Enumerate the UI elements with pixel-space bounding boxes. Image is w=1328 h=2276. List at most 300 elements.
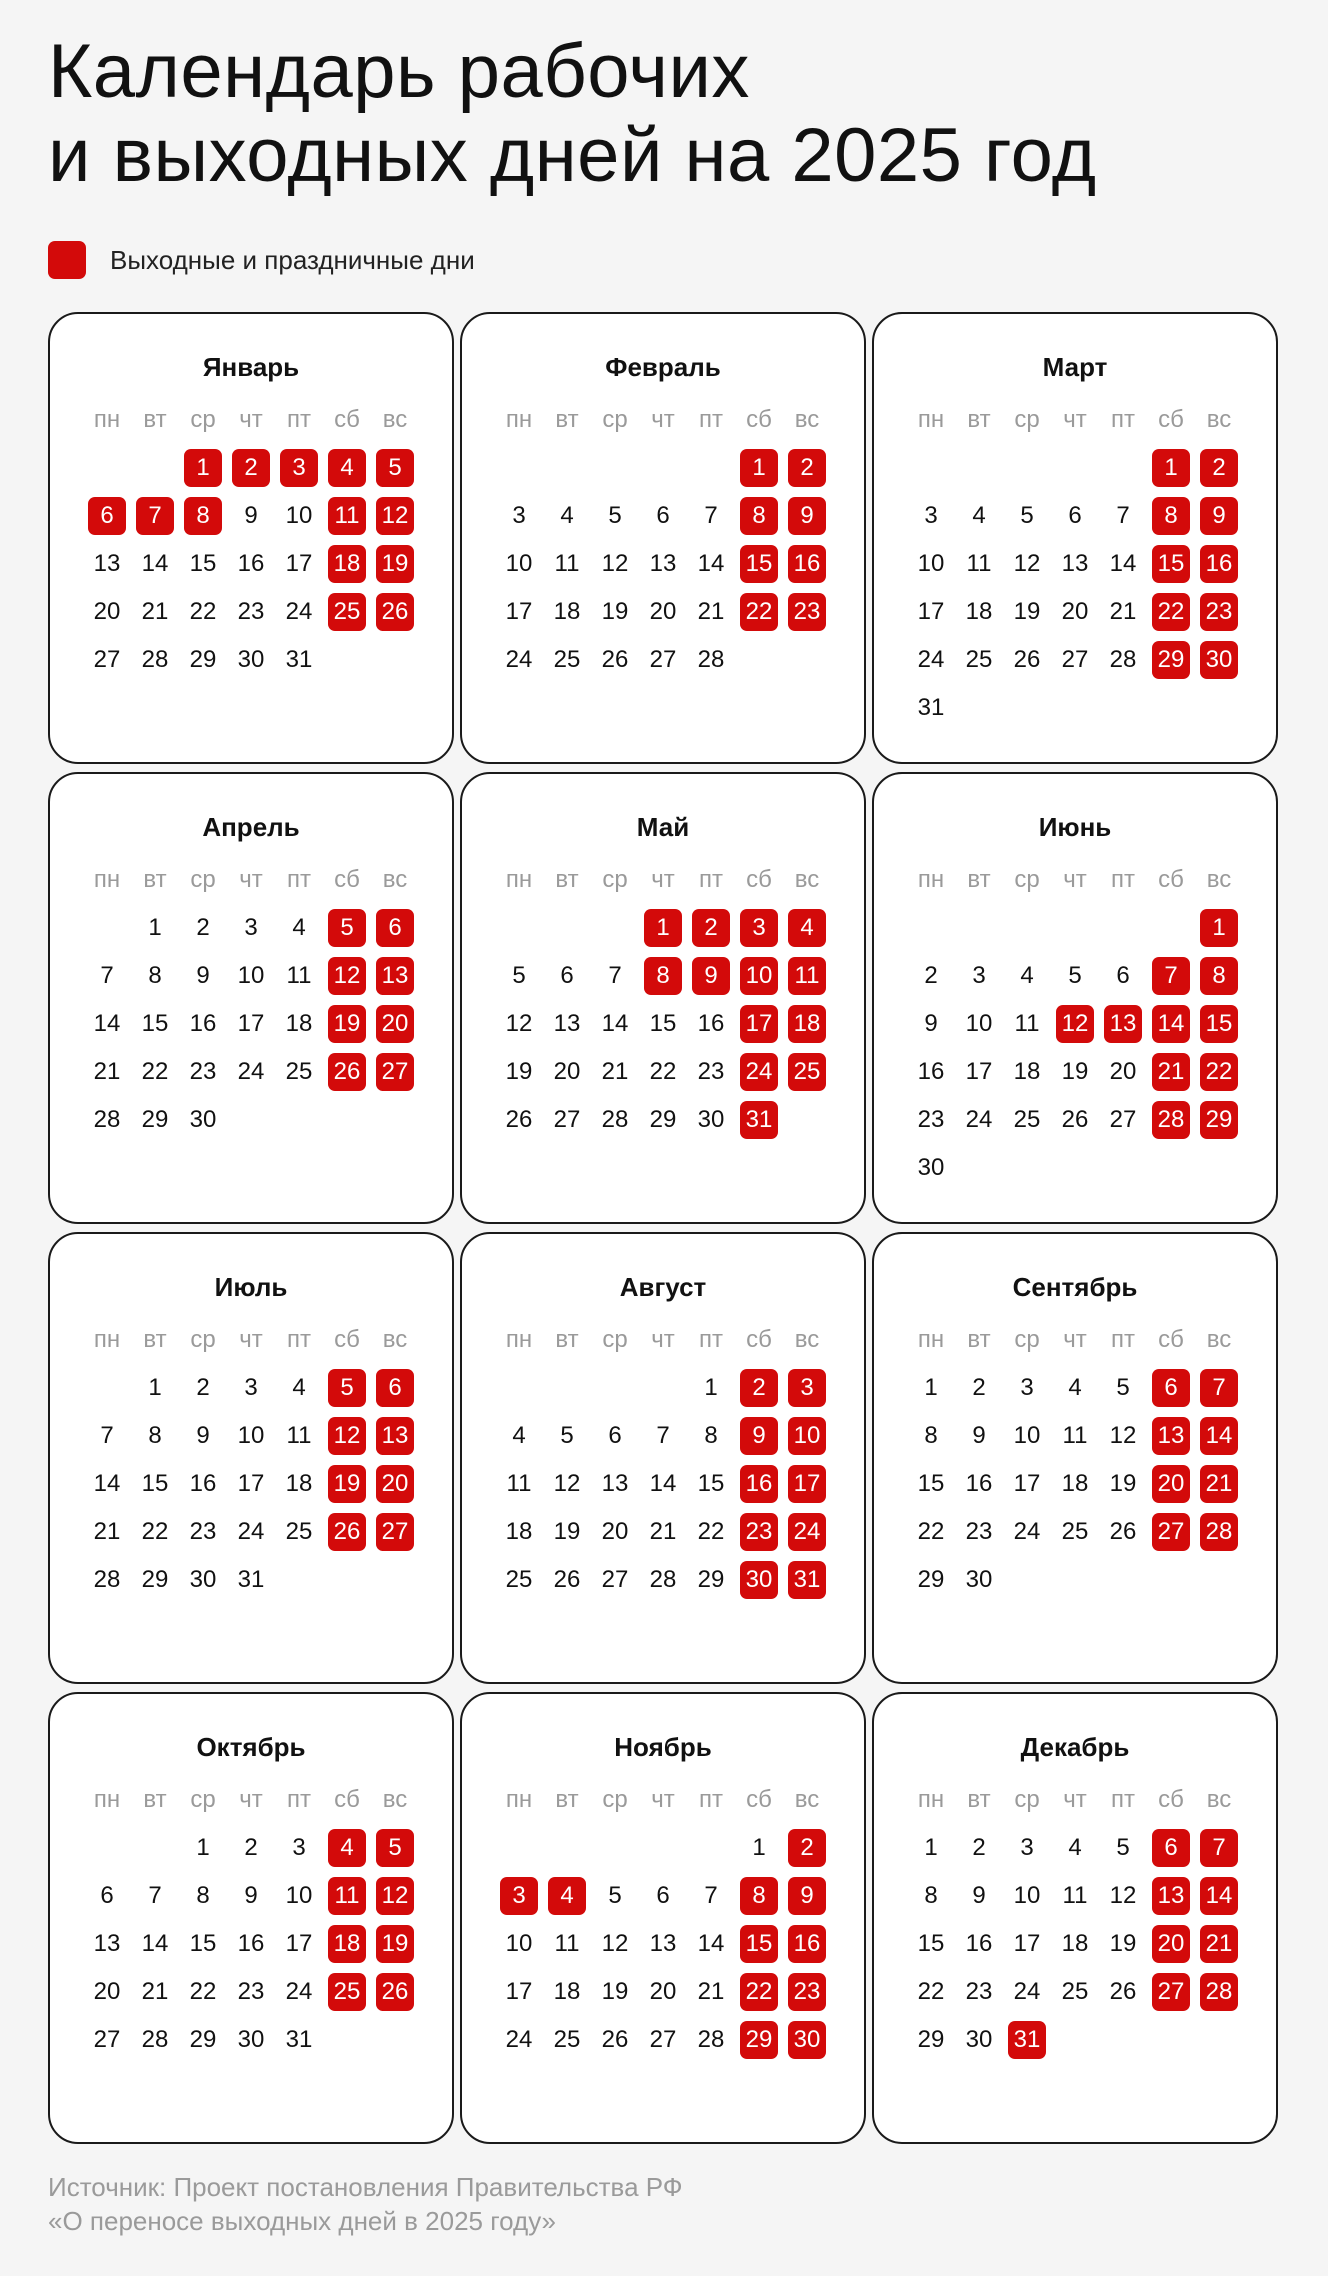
day-number: 20	[649, 1978, 677, 2005]
day-number: 8	[1152, 497, 1190, 535]
day-number: 20	[601, 1518, 629, 1545]
day-cell-holiday	[371, 1872, 419, 1920]
day-number: 11	[788, 957, 826, 995]
day-cell	[83, 636, 131, 684]
day-cell	[639, 1556, 687, 1604]
weekday-label: пт	[287, 866, 311, 893]
day-number: 7	[608, 962, 622, 989]
day-cell	[1099, 1048, 1147, 1096]
day-cell	[591, 1000, 639, 1048]
day-number: 25	[328, 593, 366, 631]
day-number: 24	[917, 646, 945, 673]
day-cell	[1003, 492, 1051, 540]
day-cell	[131, 904, 179, 952]
day-cell-holiday	[179, 444, 227, 492]
day-number: 16	[237, 550, 265, 577]
day-cell-holiday	[735, 444, 783, 492]
day-cell	[275, 540, 323, 588]
day-number: 19	[1109, 1930, 1137, 1957]
day-cell	[1099, 1364, 1147, 1412]
day-cell	[639, 1000, 687, 1048]
day-number: 15	[189, 550, 217, 577]
day-cell	[543, 952, 591, 1000]
day-cell	[179, 540, 227, 588]
day-cell	[543, 540, 591, 588]
day-number: 28	[1200, 1513, 1238, 1551]
day-cell	[179, 588, 227, 636]
day-cell	[131, 1048, 179, 1096]
day-cell-holiday	[1195, 636, 1243, 684]
day-number: 9	[972, 1422, 986, 1449]
day-cell-holiday	[323, 1412, 371, 1460]
day-number: 2	[788, 449, 826, 487]
day-cell-holiday	[371, 1000, 419, 1048]
day-cell	[687, 1412, 735, 1460]
day-cell	[687, 1556, 735, 1604]
day-cell	[907, 1824, 955, 1872]
weekday-label: пн	[917, 866, 945, 893]
day-cell-holiday	[323, 1460, 371, 1508]
day-cell	[131, 1000, 179, 1048]
day-cell	[1051, 1364, 1099, 1412]
day-cell	[83, 1000, 131, 1048]
day-number: 14	[601, 1010, 629, 1037]
day-cell-holiday	[783, 2016, 831, 2064]
day-number: 28	[1152, 1101, 1190, 1139]
day-cell-holiday	[783, 952, 831, 1000]
day-cell	[1051, 588, 1099, 636]
day-number: 25	[1061, 1518, 1089, 1545]
weekday-label: сб	[746, 1326, 772, 1353]
day-cell-holiday	[1195, 492, 1243, 540]
day-cell	[1003, 1824, 1051, 1872]
day-cell-holiday	[1195, 1872, 1243, 1920]
day-number: 15	[697, 1470, 725, 1497]
day-cell-holiday	[1147, 492, 1195, 540]
days-grid	[462, 1824, 864, 2064]
day-cell	[1003, 1920, 1051, 1968]
day-number: 24	[1013, 1518, 1041, 1545]
day-cell-holiday	[639, 904, 687, 952]
day-cell-holiday	[1147, 1872, 1195, 1920]
day-cell	[955, 636, 1003, 684]
day-number: 2	[972, 1834, 986, 1861]
day-cell-holiday	[179, 492, 227, 540]
day-number: 14	[1109, 550, 1137, 577]
day-number: 2	[244, 1834, 258, 1861]
days-grid	[462, 1364, 864, 1604]
day-cell-holiday	[783, 904, 831, 952]
day-number: 16	[237, 1930, 265, 1957]
day-cell-holiday	[1195, 1824, 1243, 1872]
day-number: 23	[189, 1058, 217, 1085]
month-name: Март	[1042, 352, 1108, 382]
day-cell	[275, 1872, 323, 1920]
day-number: 7	[148, 1882, 162, 1909]
day-number: 31	[788, 1561, 826, 1599]
day-number: 30	[237, 646, 265, 673]
day-number: 15	[917, 1930, 945, 1957]
day-number: 9	[788, 1877, 826, 1915]
month-name: Декабрь	[1020, 1732, 1130, 1762]
day-cell-holiday	[1195, 1364, 1243, 1412]
day-cell	[275, 492, 323, 540]
day-cell-holiday	[783, 540, 831, 588]
day-number: 10	[1013, 1882, 1041, 1909]
day-cell	[639, 1968, 687, 2016]
day-cell	[1051, 1872, 1099, 1920]
day-cell	[275, 904, 323, 952]
weekday-label: вт	[967, 406, 991, 433]
day-number: 16	[189, 1010, 217, 1037]
day-number: 12	[376, 497, 414, 535]
day-number: 25	[285, 1058, 313, 1085]
day-cell	[1003, 588, 1051, 636]
day-cell-holiday	[687, 952, 735, 1000]
day-number: 27	[376, 1053, 414, 1091]
weekday-label: сб	[1158, 406, 1184, 433]
day-cell-holiday	[735, 1000, 783, 1048]
day-cell	[1003, 636, 1051, 684]
weekday-label: вт	[143, 1786, 167, 1813]
month-name: Февраль	[605, 352, 721, 382]
day-number: 10	[917, 550, 945, 577]
day-number: 6	[1152, 1829, 1190, 1867]
day-number: 11	[506, 1470, 532, 1497]
day-cell	[495, 492, 543, 540]
day-cell-holiday	[371, 1364, 419, 1412]
day-cell	[1051, 1824, 1099, 1872]
day-cell	[543, 588, 591, 636]
day-cell	[179, 636, 227, 684]
day-cell	[495, 1412, 543, 1460]
day-cell	[131, 1920, 179, 1968]
day-number: 14	[697, 550, 725, 577]
day-cell	[275, 952, 323, 1000]
day-cell	[179, 1508, 227, 1556]
day-number: 26	[505, 1106, 533, 1133]
day-number: 23	[965, 1518, 993, 1545]
day-cell	[543, 1968, 591, 2016]
weekday-label: пт	[287, 406, 311, 433]
weekday-label: ср	[602, 406, 628, 433]
day-cell-holiday	[735, 1556, 783, 1604]
day-number: 10	[965, 1010, 993, 1037]
day-number: 27	[601, 1566, 629, 1593]
day-number: 19	[376, 545, 414, 583]
day-number: 25	[553, 2026, 581, 2053]
day-cell-holiday	[783, 1048, 831, 1096]
day-number: 15	[1152, 545, 1190, 583]
day-cell-holiday	[323, 588, 371, 636]
day-number: 11	[328, 1877, 366, 1915]
day-cell-holiday	[1147, 636, 1195, 684]
day-cell-holiday	[735, 1872, 783, 1920]
day-cell-holiday	[783, 1872, 831, 1920]
day-cell	[83, 1048, 131, 1096]
day-cell-holiday	[371, 1048, 419, 1096]
day-number: 18	[285, 1470, 313, 1497]
day-cell-holiday	[323, 1000, 371, 1048]
day-cell	[83, 1872, 131, 1920]
weekday-label: чт	[1063, 406, 1087, 433]
day-number: 1	[740, 449, 778, 487]
day-number: 12	[328, 1417, 366, 1455]
day-cell-holiday	[783, 1412, 831, 1460]
day-number: 29	[1200, 1101, 1238, 1139]
day-cell	[687, 1920, 735, 1968]
day-cell	[227, 952, 275, 1000]
day-number: 22	[189, 1978, 217, 2005]
day-cell	[907, 1872, 955, 1920]
day-cell	[131, 1968, 179, 2016]
day-number: 19	[376, 1925, 414, 1963]
day-number: 29	[141, 1566, 169, 1593]
weekday-label: сб	[1158, 1326, 1184, 1353]
day-cell	[495, 1508, 543, 1556]
day-cell	[1051, 1920, 1099, 1968]
day-number: 20	[376, 1465, 414, 1503]
day-number: 18	[505, 1518, 533, 1545]
day-cell	[591, 540, 639, 588]
day-cell	[907, 1364, 955, 1412]
day-cell	[83, 1968, 131, 2016]
day-cell	[687, 2016, 735, 2064]
day-number: 30	[965, 1566, 993, 1593]
day-cell	[1003, 1000, 1051, 1048]
month-card	[872, 1232, 1278, 1684]
months-grid	[48, 312, 1278, 2144]
day-cell	[227, 540, 275, 588]
day-number: 10	[285, 502, 313, 529]
weekday-label: сб	[334, 406, 360, 433]
day-number: 17	[1013, 1470, 1041, 1497]
day-cell	[687, 588, 735, 636]
day-cell	[591, 1920, 639, 1968]
day-number: 11	[286, 1422, 312, 1449]
day-number: 24	[505, 2026, 533, 2053]
weekday-label: пн	[505, 866, 533, 893]
day-cell	[955, 1048, 1003, 1096]
day-number: 16	[740, 1465, 778, 1503]
day-cell	[83, 588, 131, 636]
day-cell-holiday	[1195, 540, 1243, 588]
day-number: 4	[1068, 1834, 1082, 1861]
weekday-label: вт	[143, 1326, 167, 1353]
weekday-label: ср	[1014, 866, 1040, 893]
day-number: 1	[924, 1374, 938, 1401]
day-number: 13	[601, 1470, 629, 1497]
day-number: 7	[1200, 1369, 1238, 1407]
day-cell	[591, 492, 639, 540]
day-cell	[495, 636, 543, 684]
day-number: 22	[1200, 1053, 1238, 1091]
day-number: 22	[740, 1973, 778, 2011]
day-number: 26	[1109, 1978, 1137, 2005]
day-number: 15	[141, 1470, 169, 1497]
day-cell	[639, 540, 687, 588]
day-cell	[735, 1824, 783, 1872]
day-cell-holiday	[1147, 1000, 1195, 1048]
day-cell	[907, 2016, 955, 2064]
day-number: 13	[93, 550, 121, 577]
day-number: 2	[972, 1374, 986, 1401]
month-name: Апрель	[202, 812, 300, 842]
month-name: Сентябрь	[1012, 1272, 1138, 1302]
day-number: 31	[285, 646, 313, 673]
day-number: 17	[917, 598, 945, 625]
day-cell-holiday	[1195, 1000, 1243, 1048]
day-number: 7	[704, 502, 718, 529]
day-cell	[955, 2016, 1003, 2064]
day-cell-holiday	[371, 904, 419, 952]
day-cell-holiday	[1147, 1096, 1195, 1144]
weekday-label: чт	[1063, 1786, 1087, 1813]
weekday-label: сб	[334, 1326, 360, 1353]
day-number: 17	[505, 1978, 533, 2005]
day-cell	[179, 1824, 227, 1872]
day-cell-holiday	[83, 492, 131, 540]
day-number: 16	[189, 1470, 217, 1497]
day-number: 7	[100, 1422, 114, 1449]
day-cell-holiday	[323, 952, 371, 1000]
weekday-label: вс	[382, 1326, 408, 1353]
weekday-label: сб	[334, 866, 360, 893]
day-cell-holiday	[735, 492, 783, 540]
day-cell	[1099, 1824, 1147, 1872]
day-number: 6	[1152, 1369, 1190, 1407]
day-cell	[687, 1364, 735, 1412]
weekday-header	[462, 856, 864, 904]
day-number: 19	[328, 1465, 366, 1503]
day-cell	[1051, 1460, 1099, 1508]
day-number: 12	[505, 1010, 533, 1037]
day-number: 29	[917, 1566, 945, 1593]
day-number: 15	[141, 1010, 169, 1037]
day-cell-holiday	[275, 444, 323, 492]
days-grid	[50, 904, 452, 1144]
weekday-label: вс	[1206, 1786, 1232, 1813]
day-cell	[227, 1364, 275, 1412]
legend-swatch	[48, 241, 86, 279]
weekday-label: пт	[699, 866, 723, 893]
day-cell-holiday	[735, 1508, 783, 1556]
day-number: 21	[697, 598, 725, 625]
day-cell	[591, 2016, 639, 2064]
day-number: 8	[740, 1877, 778, 1915]
day-number: 15	[1200, 1005, 1238, 1043]
day-number: 24	[505, 646, 533, 673]
day-cell	[591, 1048, 639, 1096]
day-cell-holiday	[783, 1920, 831, 1968]
day-cell	[131, 1508, 179, 1556]
day-cell	[495, 1000, 543, 1048]
day-number: 6	[100, 1882, 114, 1909]
day-cell	[543, 1556, 591, 1604]
day-number: 4	[1068, 1374, 1082, 1401]
day-cell	[1003, 1460, 1051, 1508]
month-card	[460, 312, 866, 764]
day-number: 7	[100, 962, 114, 989]
day-number: 4	[512, 1422, 526, 1449]
day-cell	[639, 1412, 687, 1460]
title-line-1: Календарь рабочих	[48, 29, 750, 114]
day-cell	[275, 2016, 323, 2064]
weekday-label: вс	[1206, 1326, 1232, 1353]
day-cell-holiday	[735, 1968, 783, 2016]
day-cell	[955, 1824, 1003, 1872]
day-number: 1	[184, 449, 222, 487]
day-cell	[639, 2016, 687, 2064]
day-number: 5	[1116, 1834, 1130, 1861]
day-number: 18	[553, 1978, 581, 2005]
day-cell	[639, 1460, 687, 1508]
day-number: 29	[649, 1106, 677, 1133]
weekday-label: пн	[93, 406, 121, 433]
day-cell	[591, 1968, 639, 2016]
day-cell-holiday	[639, 952, 687, 1000]
weekday-label: сб	[746, 866, 772, 893]
day-number: 16	[788, 545, 826, 583]
day-number: 23	[237, 1978, 265, 2005]
day-number: 26	[376, 593, 414, 631]
month-name: Май	[636, 812, 690, 842]
day-cell-holiday	[1195, 1920, 1243, 1968]
day-cell-holiday	[323, 1920, 371, 1968]
day-cell	[227, 636, 275, 684]
day-cell	[275, 636, 323, 684]
days-grid	[50, 1364, 452, 1604]
day-cell-holiday	[1195, 1412, 1243, 1460]
day-number: 22	[740, 593, 778, 631]
weekday-label: пн	[93, 1326, 121, 1353]
day-number: 24	[788, 1513, 826, 1551]
weekday-label: пн	[505, 1326, 533, 1353]
day-number: 10	[1013, 1422, 1041, 1449]
day-number: 21	[1200, 1465, 1238, 1503]
day-number: 28	[697, 646, 725, 673]
day-cell	[227, 1000, 275, 1048]
day-number: 13	[1152, 1417, 1190, 1455]
weekday-header	[462, 1316, 864, 1364]
day-cell	[955, 1872, 1003, 1920]
day-cell	[591, 1412, 639, 1460]
day-number: 6	[1068, 502, 1082, 529]
day-cell	[687, 540, 735, 588]
day-cell-holiday	[1099, 1000, 1147, 1048]
day-number: 17	[788, 1465, 826, 1503]
day-number: 8	[924, 1882, 938, 1909]
day-number: 27	[93, 646, 121, 673]
day-cell	[227, 1048, 275, 1096]
day-number: 21	[141, 598, 169, 625]
weekday-label: пн	[917, 406, 945, 433]
day-number: 27	[1152, 1513, 1190, 1551]
day-number: 1	[704, 1374, 718, 1401]
day-number: 30	[1200, 641, 1238, 679]
day-cell-holiday	[371, 1460, 419, 1508]
day-cell-holiday	[783, 1824, 831, 1872]
day-number: 21	[1152, 1053, 1190, 1091]
weekday-label: пн	[93, 866, 121, 893]
day-number: 29	[189, 646, 217, 673]
day-cell-holiday	[371, 1412, 419, 1460]
day-number: 14	[649, 1470, 677, 1497]
day-cell-holiday	[735, 904, 783, 952]
day-cell	[1099, 636, 1147, 684]
day-number: 20	[1152, 1465, 1190, 1503]
day-number: 4	[328, 449, 366, 487]
